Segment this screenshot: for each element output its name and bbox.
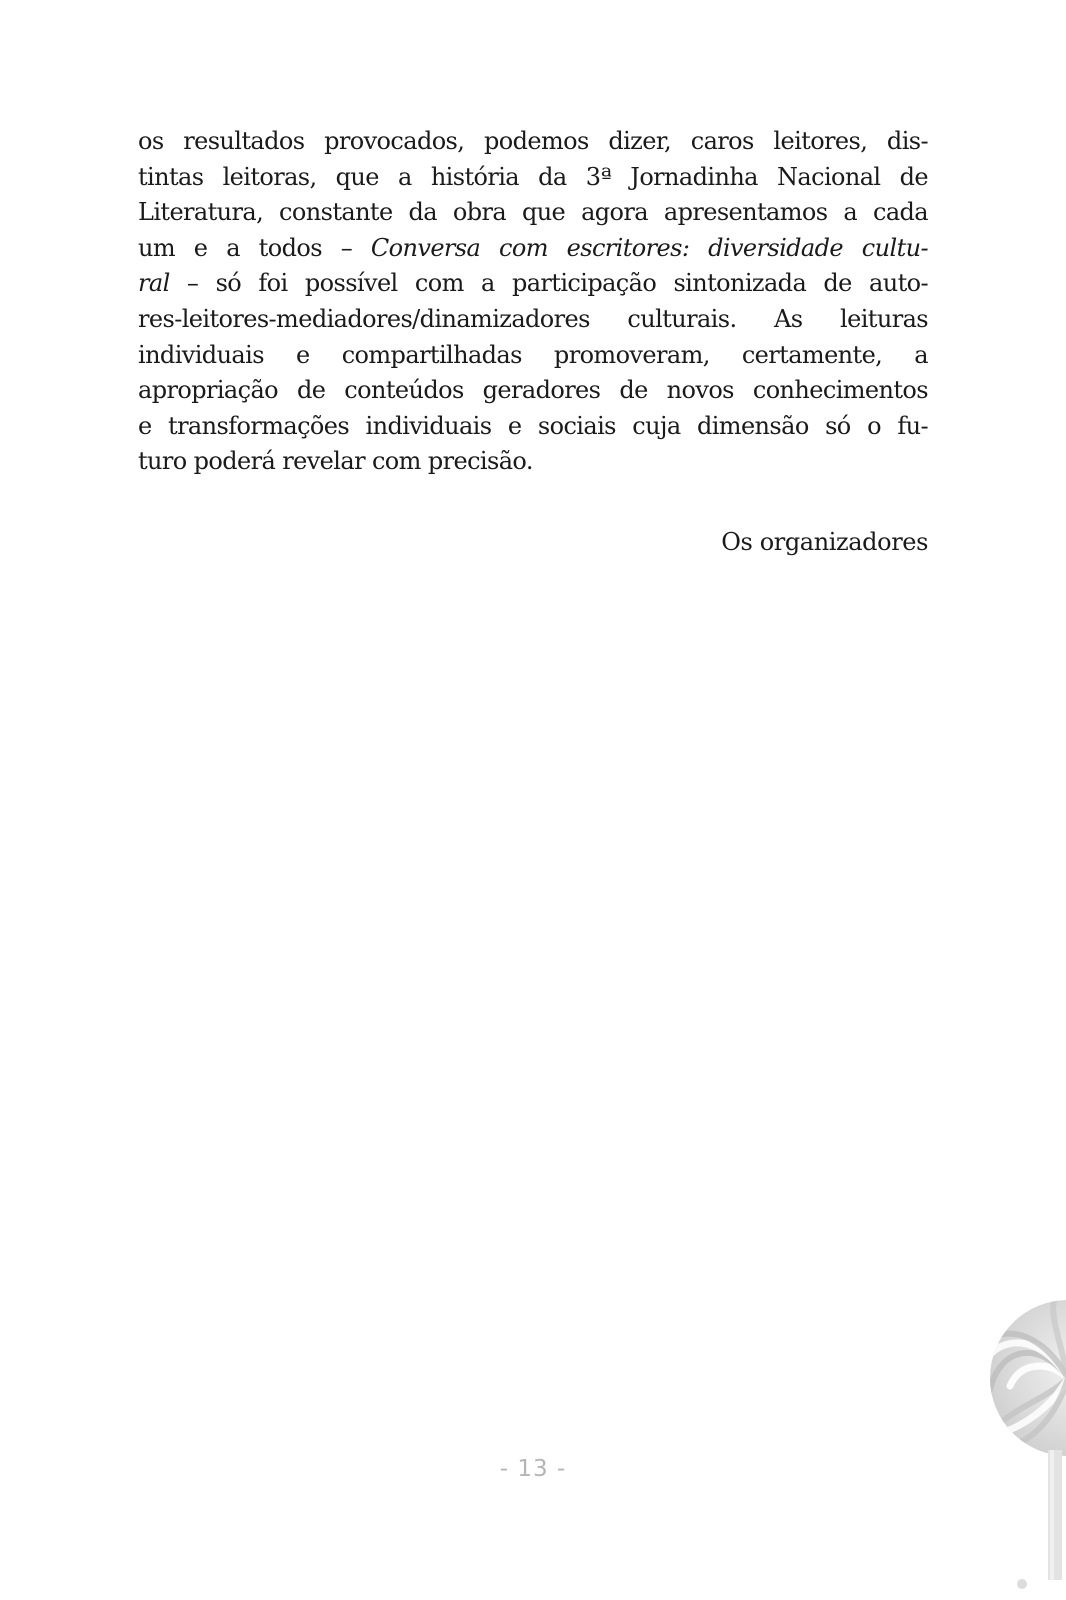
book-title-italic: Conversa com escritores: diversidade cultu- xyxy=(370,233,928,262)
paragraph-line: Literatura, constante da obra que agora apresentamos a cada xyxy=(138,198,928,227)
paragraph-line-last: turo poderá revelar com precisão. xyxy=(138,447,533,476)
paragraph-line: res-leitores-mediadores/dinamizadores culturais. As leituras xyxy=(138,304,928,333)
paragraph-line: e transformações individuais e sociais cuja dimensão só o fu- xyxy=(138,411,928,440)
paragraph-line: um e a todos – Conversa com escritores: diversidade cultu- xyxy=(138,233,928,262)
lollipop-icon xyxy=(950,1300,1066,1600)
paragraph-line: tintas leitoras, que a história da 3ª Jornadinha Nacional de xyxy=(138,162,928,191)
body-paragraph xyxy=(138,124,928,480)
page-number: - 13 - xyxy=(499,1456,567,1482)
paragraph-line: individuais e compartilhadas promoveram, certamente, a xyxy=(138,340,928,369)
paragraph-line: apropriação de conteúdos geradores de novos conhecimentos xyxy=(138,376,928,405)
book-title-italic: ral xyxy=(138,269,170,298)
paragraph-line: ral – só foi possível com a participação sintonizada de auto- xyxy=(138,269,928,298)
signature: Os organizadores xyxy=(721,528,928,556)
paragraph-line: os resultados provocados, podemos dizer, caros leitores, dis- xyxy=(138,127,928,155)
